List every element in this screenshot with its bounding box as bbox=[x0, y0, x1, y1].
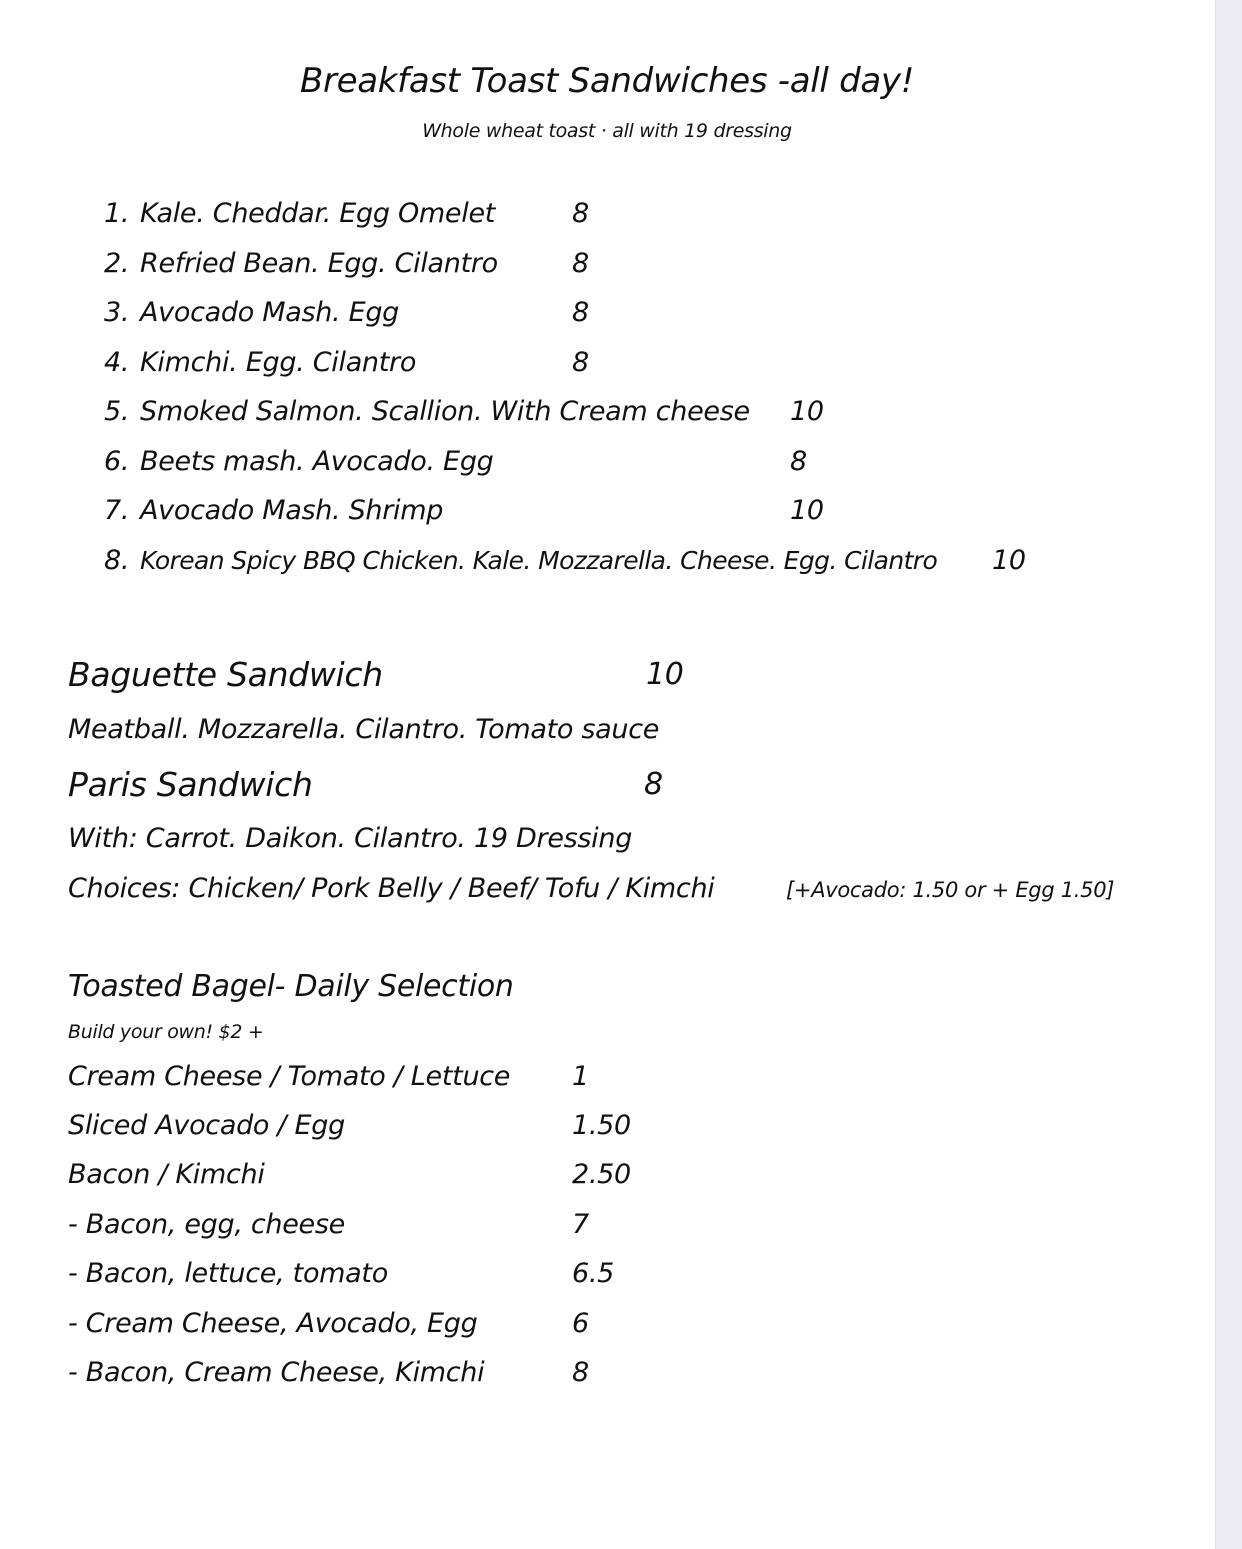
item-number: 3. bbox=[104, 297, 130, 328]
baguette-title: Baguette Sandwich bbox=[68, 655, 383, 694]
item-name: Beets mash. Avocado. Egg bbox=[140, 446, 494, 477]
paris-price: 8 bbox=[644, 767, 663, 802]
item-price: 10 bbox=[790, 495, 824, 526]
item-price: 8 bbox=[790, 446, 807, 477]
item-number: 5. bbox=[104, 396, 130, 427]
item-name: Kimchi. Egg. Cilantro bbox=[140, 347, 417, 378]
item-price: 10 bbox=[790, 396, 824, 427]
item-number: 1. bbox=[104, 198, 130, 229]
baguette-description: Meatball. Mozzarella. Cilantro. Tomato sauce bbox=[68, 714, 660, 745]
item-price: 10 bbox=[992, 545, 1026, 576]
item-name: Avocado Mash. Shrimp bbox=[140, 495, 444, 526]
item-price: 8 bbox=[572, 297, 589, 328]
bagel-note: Build your own! $2 + bbox=[68, 1021, 264, 1043]
bagel-item-name: - Cream Cheese, Avocado, Egg bbox=[68, 1308, 478, 1339]
item-price: 8 bbox=[572, 248, 589, 279]
item-name: Smoked Salmon. Scallion. With Cream cheese bbox=[140, 396, 750, 427]
bagel-item-name: - Bacon, egg, cheese bbox=[68, 1209, 345, 1240]
menu-title: Breakfast Toast Sandwiches -all day! bbox=[299, 61, 915, 101]
bagel-item-price: 6.5 bbox=[572, 1258, 615, 1289]
item-price: 8 bbox=[572, 198, 589, 229]
bagel-item-name: Bacon / Kimchi bbox=[68, 1159, 265, 1190]
scrollbar-track[interactable] bbox=[1215, 0, 1242, 1549]
menu-subtitle: Whole wheat toast · all with 19 dressing bbox=[422, 120, 792, 142]
paris-with: With: Carrot. Daikon. Cilantro. 19 Dressing bbox=[68, 823, 633, 854]
bagel-item-name: - Bacon, Cream Cheese, Kimchi bbox=[68, 1357, 485, 1388]
item-name: Kale. Cheddar. Egg Omelet bbox=[140, 198, 496, 229]
bagel-item-price: 6 bbox=[572, 1308, 589, 1339]
item-number: 7. bbox=[104, 495, 130, 526]
item-number: 8. bbox=[104, 545, 130, 576]
item-price: 8 bbox=[572, 347, 589, 378]
item-number: 4. bbox=[104, 347, 130, 378]
bagel-item-name: - Bacon, lettuce, tomato bbox=[68, 1258, 388, 1289]
item-number: 6. bbox=[104, 446, 130, 477]
bagel-item-price: 1.50 bbox=[572, 1110, 631, 1141]
bagel-title: Toasted Bagel- Daily Selection bbox=[68, 969, 514, 1004]
bagel-item-price: 7 bbox=[572, 1209, 589, 1240]
item-name: Korean Spicy BBQ Chicken. Kale. Mozzarella. Cheese. Egg. Cilantro bbox=[140, 546, 938, 575]
bagel-item-price: 8 bbox=[572, 1357, 589, 1388]
item-name: Avocado Mash. Egg bbox=[140, 297, 400, 328]
baguette-price: 10 bbox=[646, 657, 684, 692]
item-number: 2. bbox=[104, 248, 130, 279]
bagel-item-name: Cream Cheese / Tomato / Lettuce bbox=[68, 1061, 511, 1092]
paris-title: Paris Sandwich bbox=[68, 765, 313, 804]
paris-choices: Choices: Chicken/ Pork Belly / Beef/ Tofu / Kimchi bbox=[68, 873, 715, 904]
item-name: Refried Bean. Egg. Cilantro bbox=[140, 248, 498, 279]
bagel-item-price: 2.50 bbox=[572, 1159, 631, 1190]
bagel-item-name: Sliced Avocado / Egg bbox=[68, 1110, 345, 1141]
bagel-item-price: 1 bbox=[572, 1061, 589, 1092]
paris-addons: [+Avocado: 1.50 or + Egg 1.50] bbox=[786, 878, 1115, 902]
